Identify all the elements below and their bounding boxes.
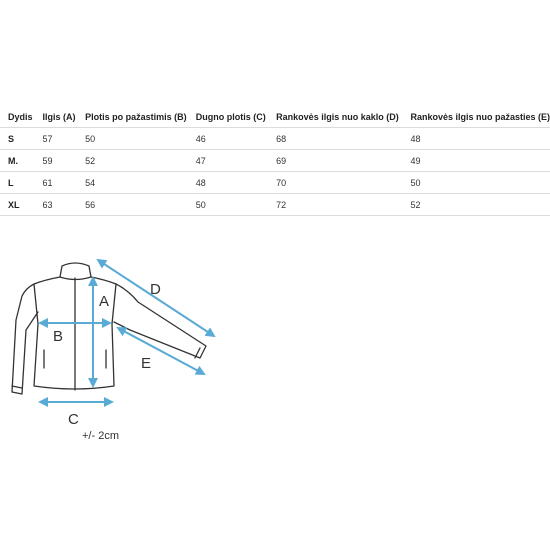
jacket-diagram-svg [0, 250, 240, 430]
jacket-outline [12, 263, 206, 394]
table-cell: 48 [196, 172, 276, 194]
label-d: D [150, 281, 161, 298]
header-size: Dydis [8, 111, 33, 122]
table-cell: 63 [43, 194, 86, 216]
label-a: A [99, 293, 110, 310]
table-row [0, 128, 550, 150]
measurement-lines [40, 260, 214, 402]
table-cell: 50 [196, 194, 276, 216]
table-cell: 68 [276, 128, 410, 150]
size-table [0, 106, 550, 216]
label-c: C [68, 411, 79, 428]
table-cell: 57 [43, 128, 86, 150]
table-cell: 56 [85, 194, 196, 216]
table-cell: 72 [276, 194, 410, 216]
table-cell-size: XL [0, 194, 43, 216]
table-cell: 48 [410, 128, 550, 150]
header-bottom-width-c: Dugno plotis (C) [195, 111, 266, 122]
tolerance-note: +/- 2cm [82, 430, 119, 442]
collar-outline [60, 263, 91, 280]
table-cell: 52 [85, 150, 196, 172]
table-row [0, 172, 550, 194]
jacket-measurement-diagram [0, 250, 240, 430]
table-cell: 70 [276, 172, 410, 194]
label-e: E [141, 355, 152, 372]
measurement-labels [53, 281, 161, 428]
table-row [0, 194, 550, 216]
table-cell: 47 [196, 150, 276, 172]
table-cell: 46 [196, 128, 276, 150]
table-cell: 69 [276, 150, 410, 172]
left-cuff [12, 386, 22, 388]
header-sleeve-neck-d: Rankovės ilgis nuo kaklo (D) [276, 111, 399, 122]
table-cell: 59 [43, 150, 86, 172]
table-cell: 54 [85, 172, 196, 194]
measure-line-d [98, 260, 214, 336]
table-cell-size: M. [0, 150, 43, 172]
measure-line-e [118, 328, 204, 374]
table-cell: 50 [410, 172, 550, 194]
header-length-a: Ilgis (A) [42, 111, 76, 122]
header-chest-width-b: Plotis po pažastimis (B) [85, 111, 187, 122]
table-cell: 49 [410, 150, 550, 172]
table-cell: 52 [410, 194, 550, 216]
table-row [0, 150, 550, 172]
table-header-row [0, 106, 550, 128]
table-cell-size: S [0, 128, 43, 150]
table-cell: 61 [43, 172, 86, 194]
header-sleeve-armpit-e: Rankovės ilgis nuo pažasties (E) [410, 111, 550, 122]
table-cell: 50 [85, 128, 196, 150]
table-cell-size: L [0, 172, 43, 194]
label-b: B [53, 328, 64, 345]
